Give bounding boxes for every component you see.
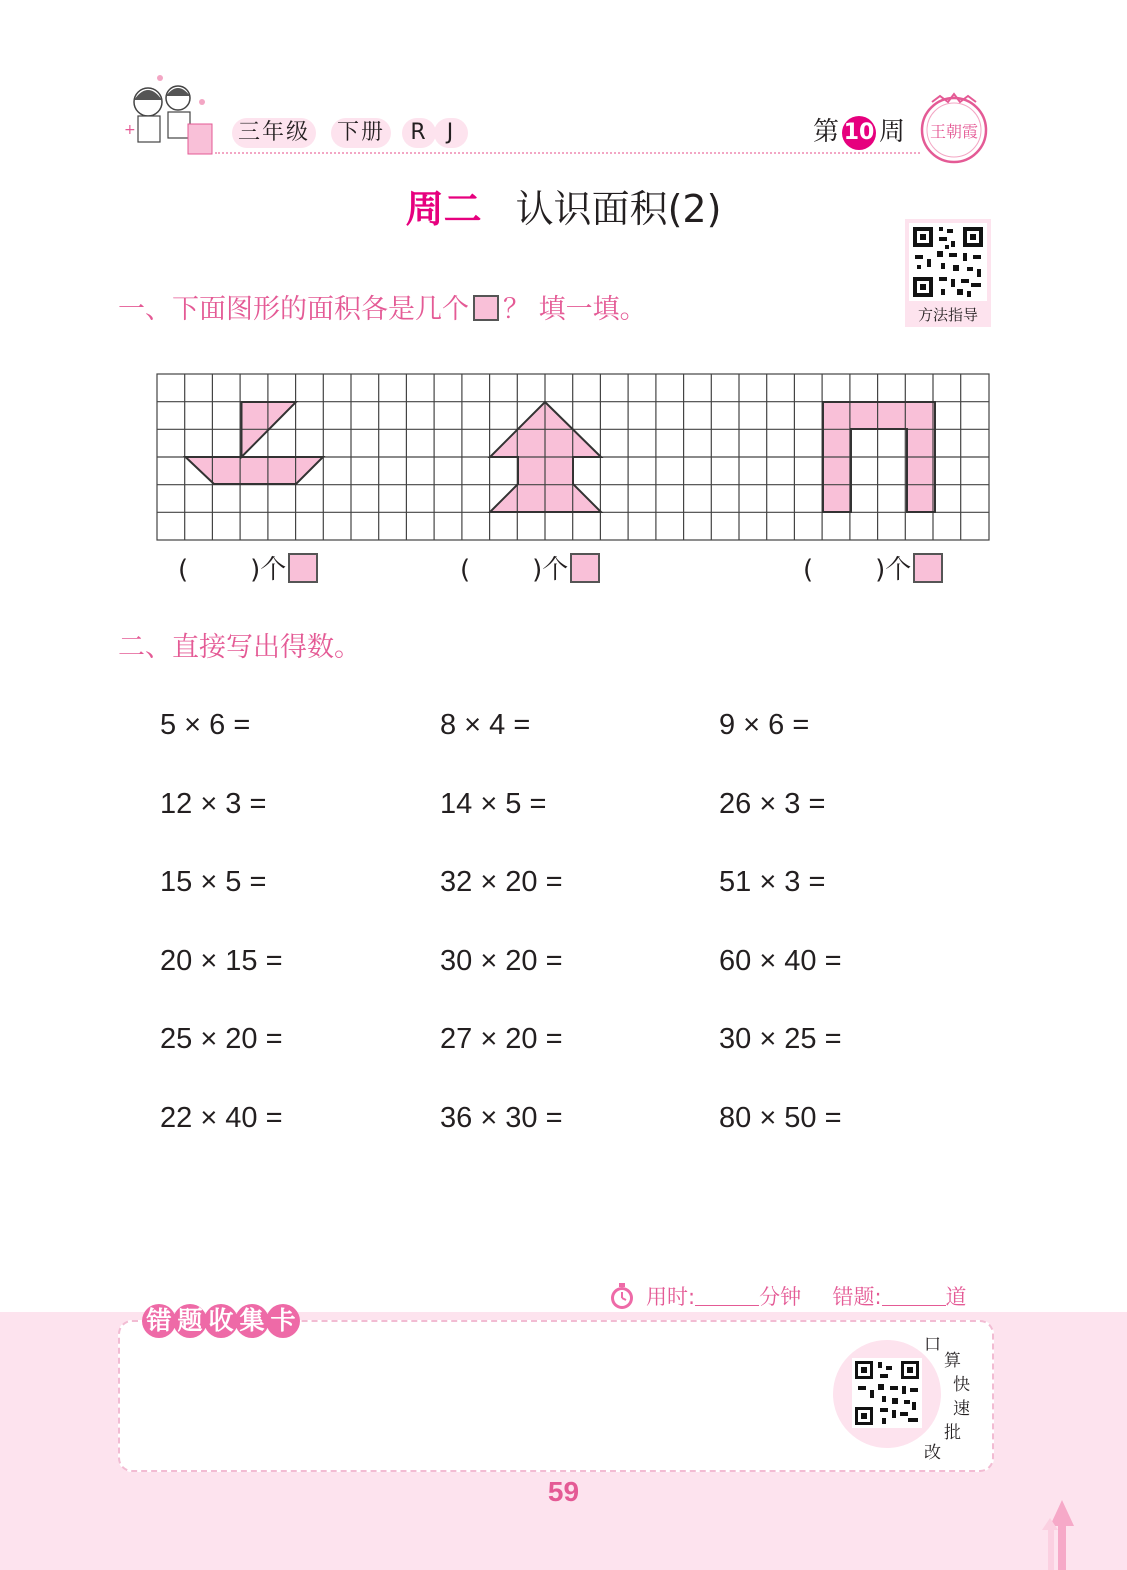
problem-2-3: 26 × 3 = [719,788,826,820]
answer-blank-3[interactable] [803,552,947,588]
card-title-char: 错 [142,1304,176,1338]
problem-5-3: 30 × 25 = [719,1023,842,1055]
card-title-char: 集 [235,1304,269,1338]
unit-square-icon [913,553,943,583]
paren-open: ( [178,555,189,585]
card-title-char: 题 [173,1304,207,1338]
problem-2-1: 12 × 3 = [160,788,267,820]
problem-4-3: 60 × 40 = [719,945,842,977]
svg-text:王朝霞: 王朝霞 [929,122,979,141]
edition-letter-r: R [402,118,436,148]
qr-side-char: 速 [953,1399,970,1419]
paren-open: ( [803,555,814,585]
problem-6-1: 22 × 40 = [160,1102,283,1134]
section1-heading [118,290,647,330]
up-arrow-decoration-icon [1040,1500,1080,1570]
author-seal-logo [918,92,990,164]
time-blank[interactable] [695,1283,759,1306]
problem-1-3: 9 × 6 = [719,709,810,741]
qr-side-char: 算 [944,1351,961,1371]
unit-square-icon [570,553,600,583]
problem-2-2: 14 × 5 = [440,788,547,820]
paren-close-unit: )个 [532,555,569,585]
paren-close-unit: )个 [250,555,287,585]
section2-heading: 二、直接写出得数。 [118,632,361,663]
edition-letter-j: J [434,118,468,148]
card-title-char: 卡 [266,1304,300,1338]
time-unit: 分钟 [759,1285,802,1309]
stopwatch-icon [608,1282,636,1310]
errors-label: 错题: [832,1285,882,1309]
section1-label: 一、下面图形的面积各是几个 [118,294,469,325]
problem-3-1: 15 × 5 = [160,866,267,898]
grade-label: 三年级 [232,118,316,148]
error-card-title [142,1302,297,1340]
qr-side-char: 批 [944,1423,961,1443]
card-title-char: 收 [204,1304,238,1338]
week-suffix: 周 [879,117,906,147]
problem-1-1: 5 × 6 = [160,709,251,741]
errors-blank[interactable] [882,1283,946,1306]
method-guide-qr[interactable] [905,219,991,327]
quick-grading-qr-icon[interactable] [852,1358,922,1428]
problem-4-2: 30 × 20 = [440,945,563,977]
week-indicator [813,112,905,152]
errors-unit: 道 [945,1285,967,1309]
paren-open: ( [460,555,471,585]
children-illustration [118,72,218,158]
title-day: 周二 [405,187,482,231]
time-label: 用时: [646,1285,696,1309]
problem-3-3: 51 × 3 = [719,866,826,898]
answer-blank-2[interactable] [460,552,604,588]
paren-close-unit: )个 [875,555,912,585]
unit-square-icon [473,295,499,321]
problem-1-2: 8 × 4 = [440,709,531,741]
problem-6-3: 80 × 50 = [719,1102,842,1134]
page-number: 59 [547,1476,580,1507]
time-record [646,1280,967,1314]
problem-3-2: 32 × 20 = [440,866,563,898]
area-grid [155,372,991,542]
svg-text:+: + [124,122,136,138]
qr-side-char: 快 [953,1375,970,1395]
unit-square-icon [288,553,318,583]
header-divider [215,152,920,154]
qr-side-char: 改 [924,1443,941,1463]
problem-5-1: 25 × 20 = [160,1023,283,1055]
volume-label: 下册 [331,118,391,148]
section1-label-tail: ？ 填一填。 [503,294,647,325]
qr-code-icon [905,219,991,305]
title-topic: 认识面积(2) [515,187,722,231]
week-prefix: 第 [813,117,840,147]
problem-4-1: 20 × 15 = [160,945,283,977]
qr-caption: 方法指导 [917,306,978,324]
problem-5-2: 27 × 20 = [440,1023,563,1055]
week-number: 10 [842,116,876,150]
problem-6-2: 36 × 30 = [440,1102,563,1134]
qr-side-char: 口 [924,1335,941,1355]
answer-blank-1[interactable] [178,552,322,588]
